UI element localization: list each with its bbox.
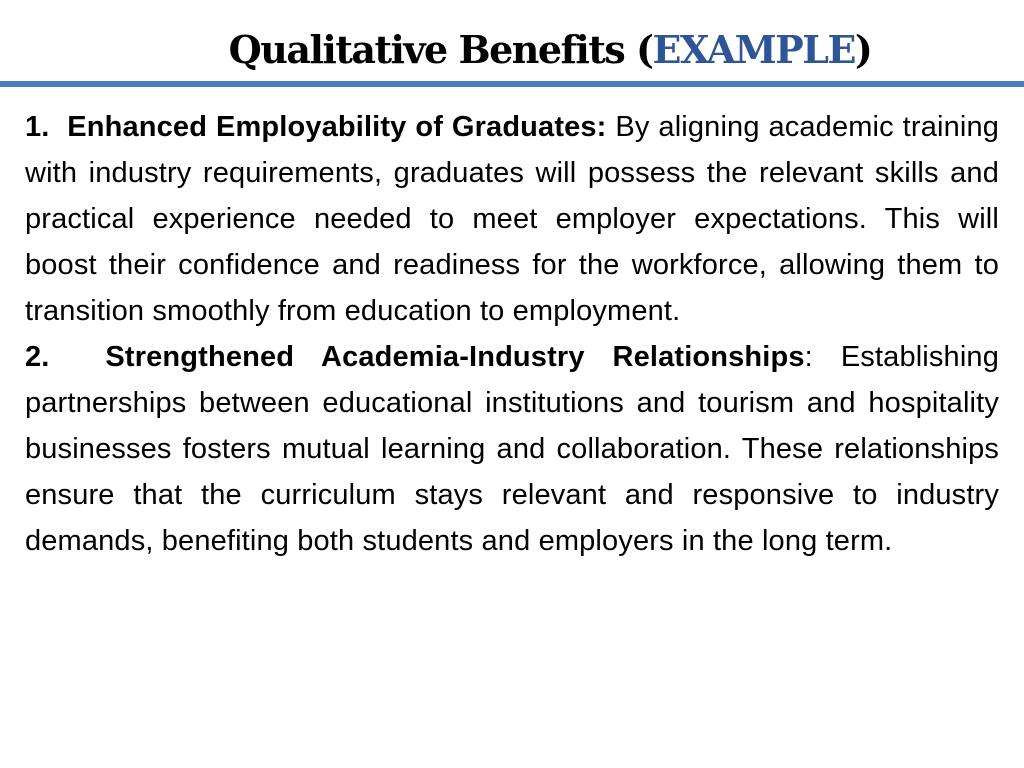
slide-title-main: Qualitative Benefits ( (228, 27, 653, 72)
benefit-item-2 (25, 334, 999, 564)
benefit-2-separator: : (804, 341, 813, 373)
benefit-1-text: By aligning academic training with industry requirements, graduates will possess the relevant skills and practical experience needed to meet employer expectations. This will boost their confidence and readiness for the workforce, allowing them to transition smoothly from education to employment. (25, 111, 999, 327)
benefit-1-number: 1. (25, 111, 50, 143)
benefit-1-heading: Enhanced Employability of Graduates: (67, 111, 607, 143)
slide-body (25, 104, 999, 564)
title-divider (0, 81, 1024, 87)
benefit-2-heading: Strengthened Academia-Industry Relationships (105, 341, 805, 373)
benefit-2-text: Establishing partnerships between educational institutions and tourism and hospitality businesses fosters mutual learning and collaboration. These relationships ensure that the curriculum stays relevant and responsive to industry demands, benefiting both students and employers in the long term. (25, 341, 999, 557)
benefit-item-1 (25, 104, 999, 334)
benefit-2-number: 2. (25, 341, 50, 373)
slide-title (0, 22, 1024, 78)
slide-title-accent: EXAMPLE (652, 27, 855, 72)
slide-title-close: ) (854, 27, 872, 72)
